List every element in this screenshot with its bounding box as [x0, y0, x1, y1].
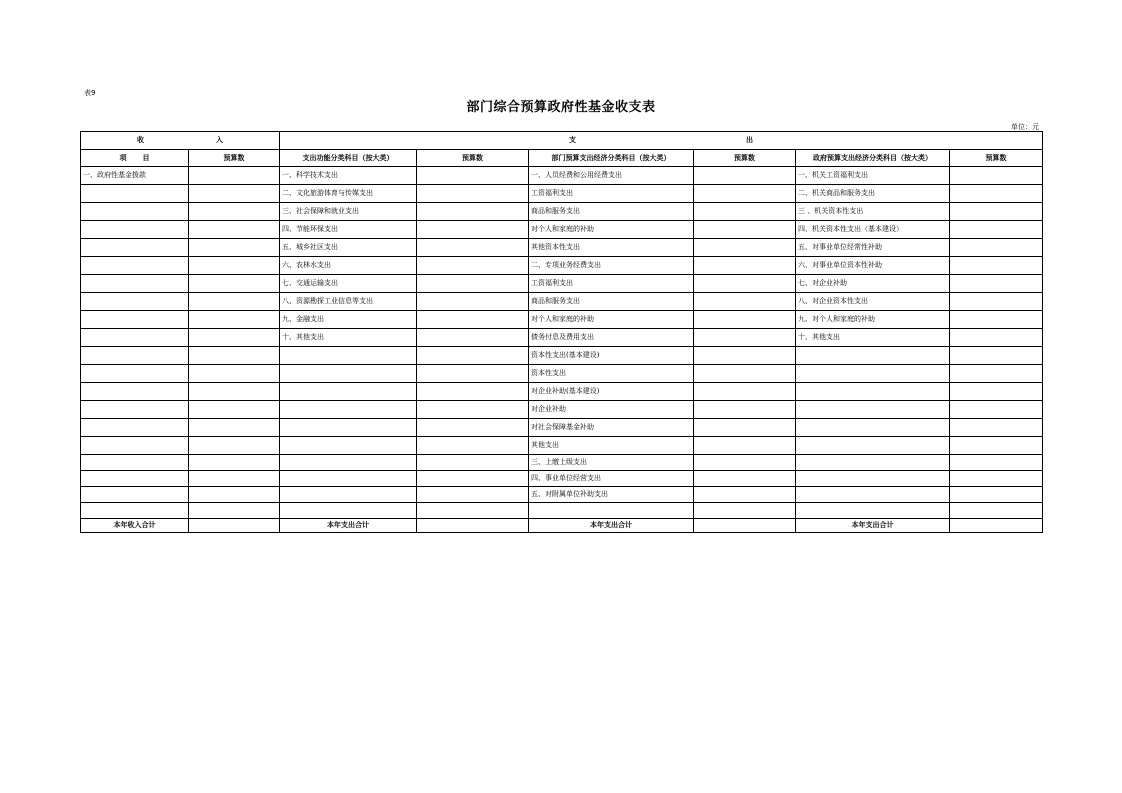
dept-econ-item-cell: 资本性支出(基本建设) [529, 347, 694, 365]
function-item-cell: 十、其他支出 [280, 329, 417, 347]
income-budget-cell [189, 487, 280, 503]
income-budget-cell [189, 401, 280, 419]
function-item-cell: 一、科学技术支出 [280, 167, 417, 185]
table-row [81, 347, 1043, 365]
group-header-row [81, 132, 1043, 150]
dept-econ-item-cell: 二、专项业务经费支出 [529, 257, 694, 275]
gov-econ-budget-cell [950, 455, 1043, 471]
function-budget-cell [417, 503, 529, 519]
income-item-cell [81, 329, 189, 347]
income-budget-cell [189, 239, 280, 257]
function-item-cell: 八、资源勘探工业信息等支出 [280, 293, 417, 311]
col-header-budget-1: 预算数 [189, 150, 280, 167]
function-item-cell [280, 365, 417, 383]
function-item-cell: 五、城乡社区支出 [280, 239, 417, 257]
dept-econ-budget-cell [694, 221, 796, 239]
gov-econ-budget-cell [950, 311, 1043, 329]
gov-econ-item-cell [796, 419, 950, 437]
gov-econ-budget-cell [950, 275, 1043, 293]
dept-econ-budget-cell [694, 347, 796, 365]
income-budget-cell [189, 203, 280, 221]
col-header-dept-econ: 部门预算支出经济分类科目（按大类） [529, 150, 694, 167]
gov-econ-budget-cell [950, 257, 1043, 275]
dept-econ-item-cell: 对个人和家庭的补助 [529, 221, 694, 239]
dept-econ-item-cell: 其他支出 [529, 437, 694, 455]
dept-econ-budget-cell [694, 471, 796, 487]
function-budget-cell [417, 221, 529, 239]
income-budget-cell [189, 347, 280, 365]
dept-econ-budget-cell [694, 437, 796, 455]
income-item-cell [81, 471, 189, 487]
column-header-row [81, 150, 1043, 167]
dept-econ-item-cell: 工资福利支出 [529, 185, 694, 203]
income-item-cell [81, 239, 189, 257]
table-row [81, 167, 1043, 185]
gov-econ-budget-cell [950, 347, 1043, 365]
function-item-cell: 二、文化旅游体育与传媒支出 [280, 185, 417, 203]
gov-econ-item-cell: 四、机关资本性支出（基本建设） [796, 221, 950, 239]
dept-econ-item-cell: 三、上缴上级支出 [529, 455, 694, 471]
income-item-cell [81, 275, 189, 293]
dept-econ-budget-cell [694, 455, 796, 471]
table-row [81, 203, 1043, 221]
gov-econ-budget-cell [950, 185, 1043, 203]
income-total-value [189, 519, 280, 533]
gov-econ-budget-cell [950, 293, 1043, 311]
dept-econ-item-cell: 资本性支出 [529, 365, 694, 383]
table-row [81, 257, 1043, 275]
gov-econ-item-cell: 五、对事业单位经常性补助 [796, 239, 950, 257]
gov-econ-budget-cell [950, 221, 1043, 239]
dept-econ-budget-cell [694, 487, 796, 503]
gov-econ-item-cell [796, 503, 950, 519]
dept-econ-budget-cell [694, 419, 796, 437]
unit-label: 单位：元 [1011, 123, 1039, 131]
dept-econ-budget-cell [694, 365, 796, 383]
function-item-cell [280, 347, 417, 365]
income-item-cell: 一、政府性基金拨款 [81, 167, 189, 185]
dept-econ-item-cell: 一、人员经费和公用经费支出 [529, 167, 694, 185]
income-item-cell [81, 365, 189, 383]
function-budget-cell [417, 275, 529, 293]
dept-econ-item-cell: 四、事业单位经营支出 [529, 471, 694, 487]
function-item-cell [280, 383, 417, 401]
income-item-cell [81, 347, 189, 365]
gov-econ-item-cell [796, 365, 950, 383]
budget-table [80, 131, 1043, 533]
page-title: 部门综合预算政府性基金收支表 [466, 100, 656, 115]
function-budget-cell [417, 487, 529, 503]
function-item-cell: 三、社会保障和就业支出 [280, 203, 417, 221]
col-header-budget-4: 预算数 [950, 150, 1043, 167]
dept-econ-item-cell: 对企业补助 [529, 401, 694, 419]
gov-econ-item-cell: 八、对企业资本性支出 [796, 293, 950, 311]
income-item-cell [81, 221, 189, 239]
function-budget-cell [417, 347, 529, 365]
dept-econ-total-value [694, 519, 796, 533]
function-budget-cell [417, 311, 529, 329]
table-row [81, 185, 1043, 203]
col-header-budget-2: 预算数 [417, 150, 529, 167]
function-budget-cell [417, 257, 529, 275]
dept-econ-budget-cell [694, 203, 796, 221]
income-total-label: 本年收入合计 [81, 519, 189, 533]
function-item-cell [280, 455, 417, 471]
table-row [81, 329, 1043, 347]
gov-econ-budget-cell [950, 329, 1043, 347]
dept-econ-item-cell [529, 503, 694, 519]
function-budget-cell [417, 471, 529, 487]
dept-econ-total-label: 本年支出合计 [529, 519, 694, 533]
function-budget-cell [417, 383, 529, 401]
gov-econ-item-cell: 六、对事业单位资本性补助 [796, 257, 950, 275]
income-budget-cell [189, 275, 280, 293]
col-header-item-char-1: 项 [119, 153, 127, 162]
income-budget-cell [189, 221, 280, 239]
table-row [81, 401, 1043, 419]
gov-econ-budget-cell [950, 419, 1043, 437]
dept-econ-budget-cell [694, 401, 796, 419]
income-item-cell [81, 419, 189, 437]
function-budget-cell [417, 401, 529, 419]
gov-econ-item-cell: 九、对个人和家庭的补助 [796, 311, 950, 329]
function-budget-cell [417, 437, 529, 455]
gov-econ-item-cell [796, 401, 950, 419]
table-row [81, 437, 1043, 455]
gov-econ-item-cell: 七、对企业补助 [796, 275, 950, 293]
table-row [81, 293, 1043, 311]
function-budget-cell [417, 167, 529, 185]
function-budget-cell [417, 203, 529, 221]
income-budget-cell [189, 455, 280, 471]
dept-econ-item-cell: 对社会保障基金补助 [529, 419, 694, 437]
dept-econ-item-cell: 五、对附属单位补助支出 [529, 487, 694, 503]
income-group-char-2: 入 [216, 136, 223, 144]
function-budget-cell [417, 293, 529, 311]
table-row [81, 471, 1043, 487]
income-item-cell [81, 203, 189, 221]
income-budget-cell [189, 185, 280, 203]
function-budget-cell [417, 239, 529, 257]
dept-econ-budget-cell [694, 275, 796, 293]
income-group-char-1: 收 [137, 136, 144, 144]
income-budget-cell [189, 293, 280, 311]
function-item-cell [280, 471, 417, 487]
dept-econ-budget-cell [694, 503, 796, 519]
income-budget-cell [189, 383, 280, 401]
income-item-cell [81, 311, 189, 329]
dept-econ-budget-cell [694, 185, 796, 203]
table-row [81, 419, 1043, 437]
table-row [81, 383, 1043, 401]
gov-econ-budget-cell [950, 239, 1043, 257]
function-item-cell [280, 437, 417, 455]
income-group-header [81, 132, 280, 150]
dept-econ-item-cell: 对个人和家庭的补助 [529, 311, 694, 329]
function-budget-cell [417, 329, 529, 347]
gov-econ-budget-cell [950, 471, 1043, 487]
gov-econ-total-value [950, 519, 1043, 533]
function-item-cell [280, 487, 417, 503]
gov-econ-budget-cell [950, 437, 1043, 455]
gov-econ-budget-cell [950, 401, 1043, 419]
function-budget-cell [417, 185, 529, 203]
income-item-cell [81, 383, 189, 401]
totals-row [81, 519, 1043, 533]
gov-econ-total-label: 本年支出合计 [796, 519, 950, 533]
income-item-cell [81, 503, 189, 519]
gov-econ-item-cell [796, 437, 950, 455]
col-header-item-char-2: 目 [142, 153, 150, 162]
function-total-value [417, 519, 529, 533]
gov-econ-budget-cell [950, 503, 1043, 519]
expense-group-header [280, 132, 1043, 150]
gov-econ-item-cell [796, 487, 950, 503]
function-item-cell [280, 401, 417, 419]
dept-econ-budget-cell [694, 257, 796, 275]
gov-econ-item-cell [796, 383, 950, 401]
income-budget-cell [189, 471, 280, 487]
expense-group-char-1: 支 [569, 136, 576, 144]
col-header-item [81, 150, 189, 167]
gov-econ-item-cell: 二、机关商品和服务支出 [796, 185, 950, 203]
table-row [81, 455, 1043, 471]
gov-econ-item-cell: 三 、机关资本性支出 [796, 203, 950, 221]
function-budget-cell [417, 455, 529, 471]
income-item-cell [81, 455, 189, 471]
income-item-cell [81, 257, 189, 275]
dept-econ-item-cell: 其他资本性支出 [529, 239, 694, 257]
gov-econ-budget-cell [950, 487, 1043, 503]
dept-econ-item-cell: 债务付息及费用支出 [529, 329, 694, 347]
function-item-cell [280, 503, 417, 519]
col-header-function: 支出功能分类科目（按大类） [280, 150, 417, 167]
col-header-budget-3: 预算数 [694, 150, 796, 167]
income-budget-cell [189, 365, 280, 383]
function-item-cell [280, 419, 417, 437]
table-row [81, 275, 1043, 293]
function-item-cell: 四、节能环保支出 [280, 221, 417, 239]
table-number: 表9 [84, 89, 96, 97]
col-header-gov-econ: 政府预算支出经济分类科目（按大类） [796, 150, 950, 167]
table-row [81, 311, 1043, 329]
dept-econ-budget-cell [694, 239, 796, 257]
function-budget-cell [417, 419, 529, 437]
dept-econ-budget-cell [694, 383, 796, 401]
gov-econ-budget-cell [950, 365, 1043, 383]
dept-econ-item-cell: 商品和服务支出 [529, 203, 694, 221]
gov-econ-budget-cell [950, 383, 1043, 401]
function-budget-cell [417, 365, 529, 383]
dept-econ-budget-cell [694, 311, 796, 329]
table-row [81, 503, 1043, 519]
income-item-cell [81, 293, 189, 311]
dept-econ-item-cell: 商品和服务支出 [529, 293, 694, 311]
income-item-cell [81, 437, 189, 455]
income-budget-cell [189, 311, 280, 329]
table-row [81, 239, 1043, 257]
dept-econ-item-cell: 对企业补助(基本建设) [529, 383, 694, 401]
dept-econ-budget-cell [694, 293, 796, 311]
income-budget-cell [189, 437, 280, 455]
gov-econ-item-cell: 一、机关工资福利支出 [796, 167, 950, 185]
gov-econ-item-cell [796, 347, 950, 365]
function-total-label: 本年支出合计 [280, 519, 417, 533]
function-item-cell: 九、金融支出 [280, 311, 417, 329]
function-item-cell: 六、农林水支出 [280, 257, 417, 275]
income-budget-cell [189, 419, 280, 437]
expense-group-char-2: 出 [746, 136, 753, 144]
dept-econ-budget-cell [694, 167, 796, 185]
dept-econ-item-cell: 工资福利支出 [529, 275, 694, 293]
income-item-cell [81, 401, 189, 419]
table-row [81, 221, 1043, 239]
income-item-cell [81, 487, 189, 503]
table-row [81, 487, 1043, 503]
income-budget-cell [189, 503, 280, 519]
income-budget-cell [189, 329, 280, 347]
gov-econ-budget-cell [950, 203, 1043, 221]
gov-econ-item-cell: 十、其他支出 [796, 329, 950, 347]
income-item-cell [81, 185, 189, 203]
table-row [81, 365, 1043, 383]
function-item-cell: 七、交通运输支出 [280, 275, 417, 293]
gov-econ-budget-cell [950, 167, 1043, 185]
income-budget-cell [189, 257, 280, 275]
income-budget-cell [189, 167, 280, 185]
gov-econ-item-cell [796, 471, 950, 487]
gov-econ-item-cell [796, 455, 950, 471]
dept-econ-budget-cell [694, 329, 796, 347]
